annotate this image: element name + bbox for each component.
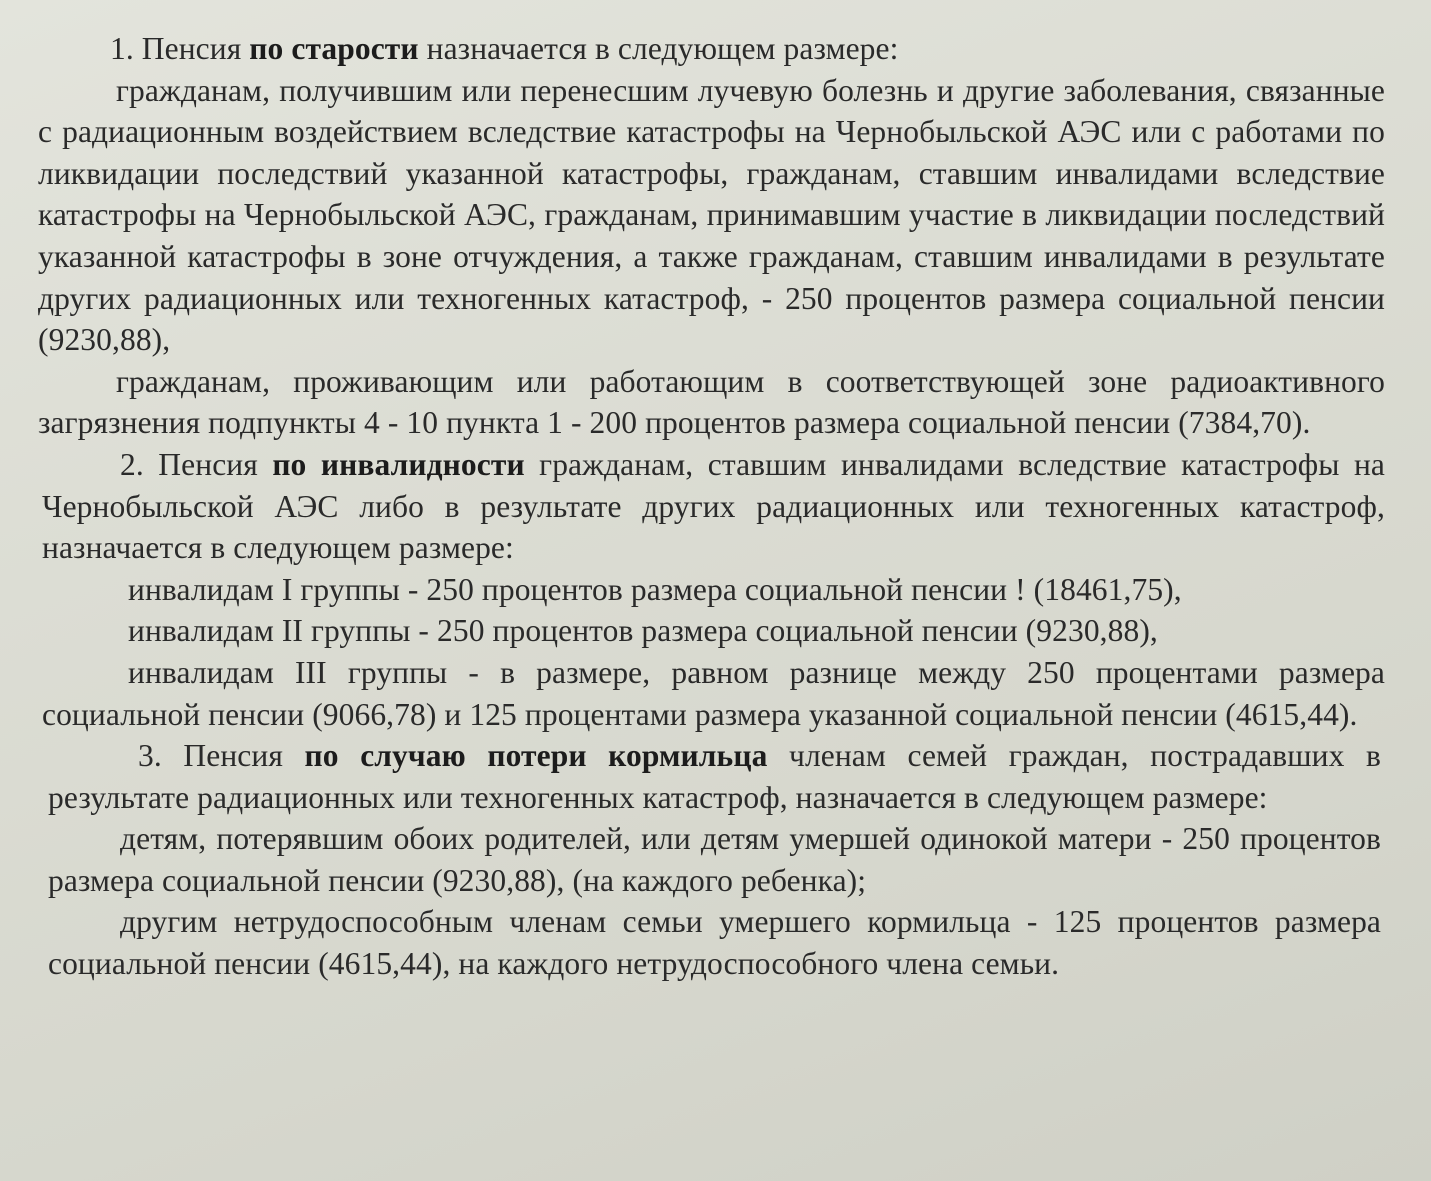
section1-paragraph-a: гражданам, получившим или перенесшим лучевую болезнь и другие заболевания, связанные с радиационным воздействием вследствие катастрофы на Чернобыльской АЭС или с работами по ликвидации последствий указанной катастрофы, гражданам, ставшим инвалидами вследствие катастрофы на Чернобыльской АЭС, гражданам, принимавшим участие в ликвидации последствий указанной катастрофы в зоне отчуждения, а также гражданам, ставшим инвалидами в результате других радиационных или техногенных катастроф, - 250 процентов размера социальной пенсии (9230,88), [38,72,1385,358]
section2-heading-bold: по инвалидности [272,446,525,482]
section3-heading-suffix: членам семей граждан, пострадавших в результате радиационных или техногенных катастроф, назначается в следующем размере: [48,738,1381,815]
section1-heading-suffix: назначается в следующем размере: [418,31,899,66]
section2-group3: инвалидам III группы - в размере, равном разнице между 250 процентами размера социальной пенсии (9066,78) и 125 процентами размера указанной социальной пенсии (4615,44). [42,654,1385,732]
section2-heading-prefix: 2. Пенсия [120,446,273,482]
section2-heading-suffix: гражданам, ставшим инвалидами вследствие катастрофы на Чернобыльской АЭС либо в результате других радиационных или техногенных катастроф, назначается в следующем размере: [42,446,1386,566]
section3-heading-prefix: 3. Пенсия [138,738,305,774]
section2-group2: инвалидам II группы - 250 процентов размера социальной пенсии (9230,88), [128,613,1158,649]
section2-heading [42,444,1385,569]
section1-heading-prefix: 1. Пенсия [110,31,250,66]
section3-heading [48,735,1381,818]
section-disability-pension [38,444,1385,735]
section-old-age-pension [38,28,1385,444]
section1-paragraph-b: гражданам, проживающим или работающим в соответствующей зоне радиоактивного загрязнения подпункты 4 - 10 пункта 1 - 200 процентов размера социальной пенсии (7384,70). [38,363,1385,441]
section3-children: детям, потерявшим обоих родителей, или детям умершей одинокой матери - 250 процентов размера социальной пенсии (9230,88), (на каждого ребенка); [48,821,1381,898]
section3-others: другим нетрудоспособным членам семьи умершего кормильца - 125 процентов размера социальной пенсии (4615,44), на каждого нетрудоспособного члена семьи. [48,904,1381,981]
section3-heading-bold: по случаю потери кормильца [304,738,768,774]
section2-group1: инвалидам I группы - 250 процентов размера социальной пенсии ! (18461,75), [128,571,1182,607]
section-survivor-pension [38,735,1385,984]
section1-heading-bold: по старости [249,31,419,66]
section1-heading [38,28,1385,70]
